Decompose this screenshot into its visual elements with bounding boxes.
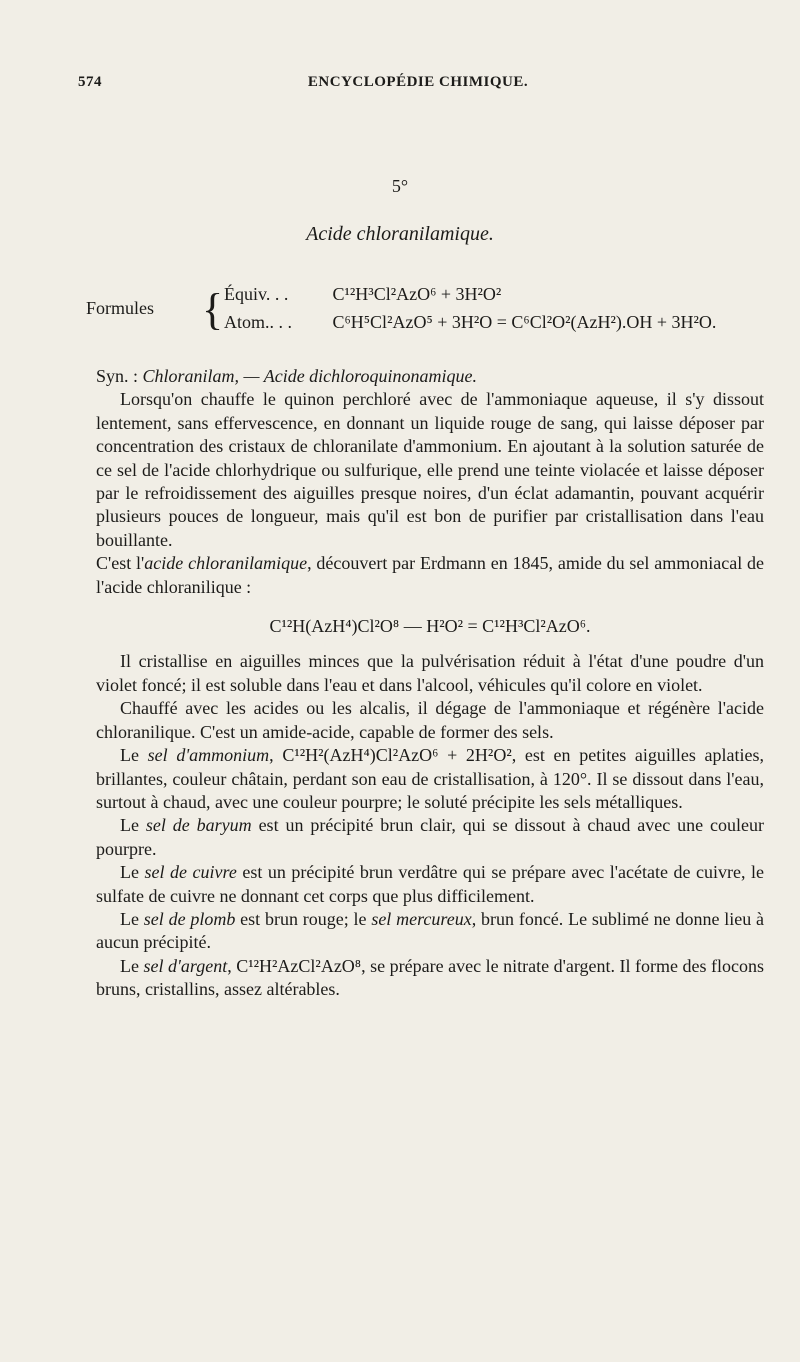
paragraph-8-prefix: Le <box>120 908 144 929</box>
synonyms-prefix: Syn. : <box>96 366 143 386</box>
paragraph-8 <box>96 908 764 955</box>
formulas-label: Formules <box>86 298 155 318</box>
formula-atom-row <box>224 312 716 333</box>
paragraph-6-italic: sel de baryum <box>145 815 252 836</box>
paragraph-7-italic: sel de cuivre <box>144 862 237 883</box>
paragraph-6-prefix: Le <box>120 815 146 836</box>
paragraph-2 <box>96 552 764 599</box>
section-number: 5° <box>391 176 409 196</box>
paragraph-5 <box>96 744 764 814</box>
formula-equiv-value: C¹²H³Cl²AzO⁶ + 3H²O² <box>332 284 502 304</box>
paragraph-1: Lorsqu'on chauffe le quinon perchloré avec de l'ammoniaque aqueuse, il s'y dissout lentement, sans effervescence, en donnant un liquide rouge de sang, qui laisse déposer par concentration des cristaux de chloranilate d'ammonium. En ajoutant à la solution saturée de ce sel de l'acide chlorhydrique ou sulfurique, elle prend une teinte violacée et laisse déposer par le refroidissement des aiguilles presque noires, d'un éclat adamantin, pouvant acquérir plusieurs pouces de longueur, mais qu'il est bon de purifier par cristallisation dans l'eau bouillante. <box>96 389 764 550</box>
paragraph-7-prefix: Le <box>120 862 145 883</box>
page-number: 574 <box>78 74 102 90</box>
paragraph-5-prefix: Le <box>120 745 148 766</box>
body-text <box>96 365 764 1002</box>
running-head: ENCYCLOPÉDIE CHIMIQUE. <box>307 74 529 90</box>
paragraph-6 <box>96 814 764 861</box>
paragraph-2-text-a: C'est l' <box>96 553 145 574</box>
paragraph-7-rest: est un précipité brun verdâtre qui se prépare avec l'acétate de cuivre, le sulfate de cuivre ne donnant cet corps que plus difficilement. <box>96 862 764 906</box>
formula-atom-key: Atom.. . . <box>224 312 293 332</box>
paragraph-9 <box>96 955 764 1002</box>
paragraph-8-mid: est brun rouge; le <box>235 908 372 929</box>
synonyms-line <box>96 365 764 388</box>
paragraph-5-italic: sel d'ammonium <box>147 745 270 766</box>
equation: C¹²H(AzH⁴)Cl²O⁸ — H²O² = C¹²H³Cl²AzO⁶. <box>269 616 591 637</box>
paragraph-9-italic: sel d'argent <box>143 955 228 976</box>
paragraph-5-rest: , C¹²H²(AzH⁴)Cl²AzO⁶ + 2H²O², est en petites aiguilles aplaties, brillantes, couleur châtain, perdant son eau de cristallisation, à 120°. Il se dissout dans l'eau, surtout à chaud, avec une couleur pourpre; le soluté précipite les sels métalliques. <box>96 745 764 812</box>
paragraph-8-rest: , brun foncé. Le sublimé ne donne lieu à aucun précipité. <box>96 908 765 953</box>
paragraph-3: Il cristallise en aiguilles minces que la pulvérisation réduit à l'état d'une poudre d'un violet foncé; il est soluble dans l'eau et dans l'alcool, véhicules qu'il colore en violet. <box>96 651 764 695</box>
formula-equiv-row <box>224 284 501 305</box>
paragraph-2-text-b: , découvert par Erdmann en 1845, amide du sel ammoniacal de l'acide chloranilique : <box>96 553 764 597</box>
synonyms-names: Chloranilam, — Acide dichloroquinonamique. <box>142 366 478 386</box>
paragraph-6-rest: est un précipité brun clair, qui se dissout à chaud avec une couleur pourpre. <box>96 815 764 859</box>
formulas-block <box>86 284 786 340</box>
paragraph-8-italic-2: sel mercureux <box>371 908 472 929</box>
paragraph-9-prefix: Le <box>120 955 144 976</box>
formula-equiv-key: Équiv. . . <box>224 284 289 304</box>
paragraph-7 <box>96 861 764 908</box>
paragraph-9-rest: , C¹²H²AzCl²AzO⁸, se prépare avec le nitrate d'argent. Il forme des flocons bruns, cristallins, assez altérables. <box>96 955 765 1000</box>
section-title: Acide chloranilamique. <box>306 223 494 245</box>
brace-icon: { <box>202 285 224 334</box>
formula-atom-value: C⁶H⁵Cl²AzO⁵ + 3H²O = C⁶Cl²O²(AzH²).OH + 3H²O. <box>332 312 717 332</box>
paragraph-8-italic-1: sel de plomb <box>143 908 236 929</box>
paragraph-4: Chauffé avec les acides ou les alcalis, il dégage de l'ammoniaque et régénère l'acide chloranilique. C'est un amide-acide, capable de former des sels. <box>96 698 764 742</box>
paragraph-2-italic: acide chloranilamique <box>144 553 308 574</box>
